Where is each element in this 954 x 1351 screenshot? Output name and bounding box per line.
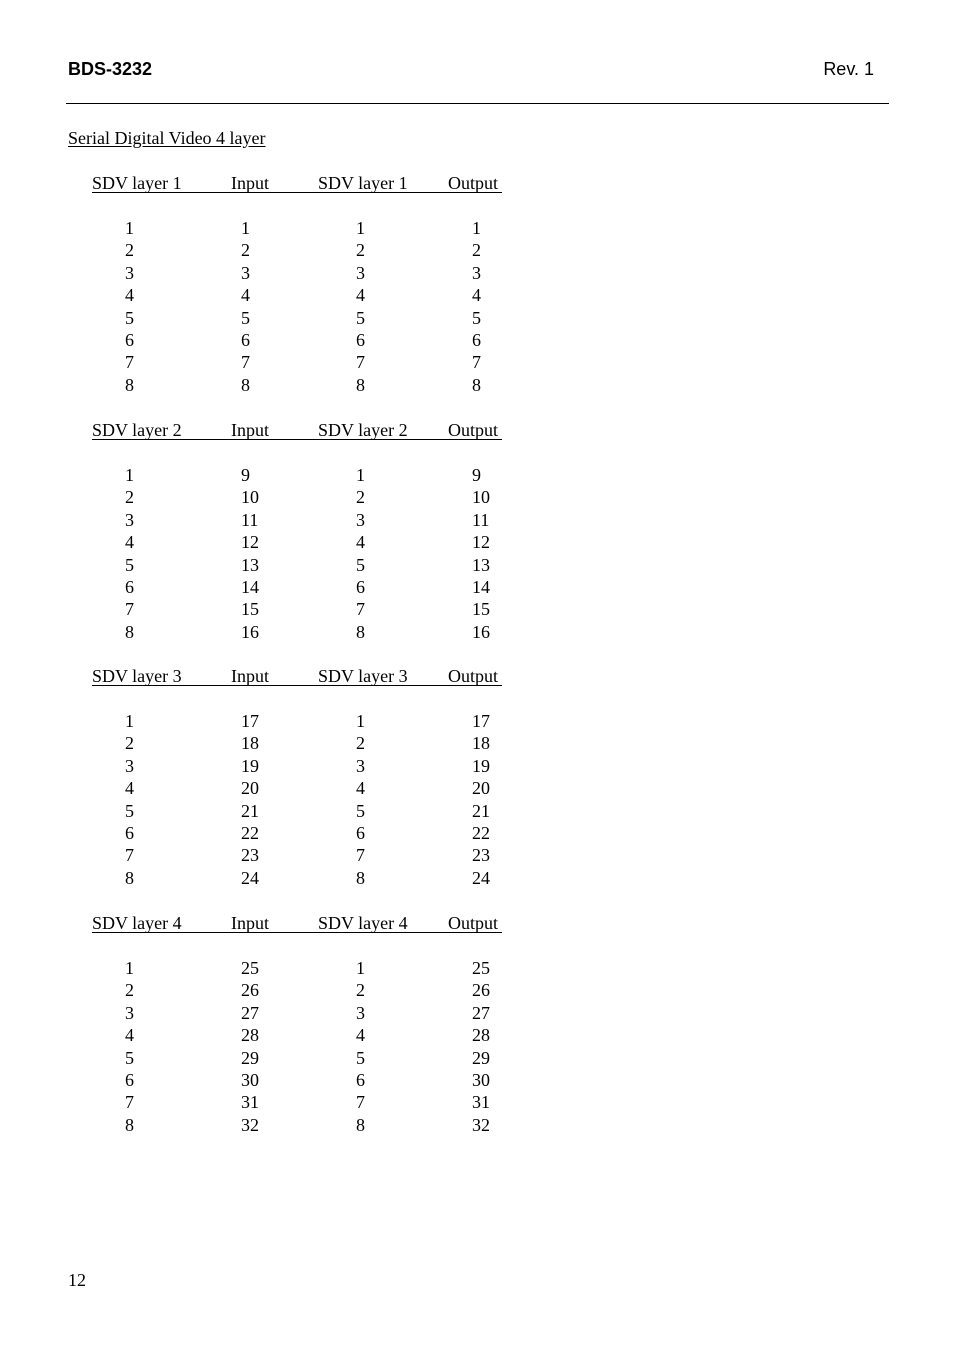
input-column-header: Input (231, 173, 269, 193)
output-number-cell: 6 (472, 329, 481, 350)
layer-channel-cell: 8 (356, 867, 365, 888)
layer-column-header: SDV layer 3 (92, 666, 182, 686)
layer-table-body (92, 464, 502, 643)
section-title: Serial Digital Video 4 layer (68, 128, 266, 148)
input-number-cell: 29 (241, 1047, 259, 1068)
layer-channel-cell: 5 (356, 307, 365, 328)
layer-channel-cell: 7 (356, 1092, 365, 1113)
layer-channel-cell: 2 (356, 487, 365, 508)
layer-channel-cell: 4 (125, 532, 134, 553)
output-number-cell: 23 (472, 845, 490, 866)
table-row (92, 1002, 502, 1024)
table-row (92, 710, 502, 732)
input-number-cell: 18 (241, 733, 259, 754)
table-row (92, 554, 502, 576)
layer-channel-cell: 3 (356, 1002, 365, 1023)
layer-channel-cell: 7 (125, 352, 134, 373)
layer-channel-cell: 7 (125, 1092, 134, 1113)
layer-channel-cell: 8 (125, 867, 134, 888)
revision-label: Rev. 1 (823, 59, 874, 79)
layer-channel-cell: 2 (125, 980, 134, 1001)
table-row (92, 464, 502, 486)
layer-column-header: SDV layer 1 (92, 173, 182, 193)
layer-channel-cell: 8 (125, 1114, 134, 1135)
output-number-cell: 15 (472, 599, 490, 620)
layer-channel-cell: 2 (356, 733, 365, 754)
input-number-cell: 13 (241, 554, 259, 575)
output-number-cell: 16 (472, 621, 490, 642)
table-row (92, 351, 502, 373)
table-row (92, 755, 502, 777)
header-underline (92, 685, 502, 686)
layer-channel-cell: 1 (125, 218, 134, 238)
layer-channel-cell: 4 (356, 532, 365, 553)
output-number-cell: 21 (472, 800, 490, 821)
layer-channel-cell: 1 (356, 711, 365, 731)
layer-channel-cell: 2 (125, 487, 134, 508)
layer-channel-cell: 7 (356, 599, 365, 620)
layer-table-2 (92, 419, 502, 643)
table-row (92, 844, 502, 866)
page-number: 12 (68, 1270, 86, 1290)
output-number-cell: 14 (472, 576, 490, 597)
output-number-cell: 30 (472, 1069, 490, 1090)
header-underline (92, 439, 502, 440)
output-number-cell: 28 (472, 1025, 490, 1046)
input-number-cell: 19 (241, 755, 259, 776)
layer-channel-cell: 8 (356, 621, 365, 642)
layer-channel-cell: 1 (356, 218, 365, 238)
input-number-cell: 4 (241, 285, 250, 306)
layer-channel-cell: 3 (356, 262, 365, 283)
input-number-cell: 7 (241, 352, 250, 373)
layer-channel-cell: 2 (356, 980, 365, 1001)
layer-table-header (92, 665, 502, 687)
output-column-header: Output (448, 913, 499, 933)
layer-channel-cell: 5 (356, 554, 365, 575)
layer-channel-cell: 4 (356, 1025, 365, 1046)
layer-channel-cell: 3 (125, 509, 134, 530)
table-row (92, 800, 502, 822)
layer-channel-cell: 8 (125, 374, 134, 395)
table-row (92, 732, 502, 754)
table-row (92, 486, 502, 508)
output-number-cell: 5 (472, 307, 481, 328)
output-number-cell: 20 (472, 778, 490, 799)
output-number-cell: 27 (472, 1002, 490, 1023)
layer-channel-cell: 4 (356, 285, 365, 306)
output-number-cell: 10 (472, 487, 490, 508)
input-number-cell: 24 (241, 867, 259, 888)
layer-channel-cell: 6 (356, 1069, 365, 1090)
layer-column-header: SDV layer 1 (318, 173, 408, 193)
layer-channel-cell: 3 (125, 755, 134, 776)
layer-channel-cell: 6 (356, 329, 365, 350)
layer-channel-cell: 4 (125, 285, 134, 306)
output-number-cell: 2 (472, 240, 481, 261)
input-number-cell: 14 (241, 576, 259, 597)
layer-column-header: SDV layer 2 (318, 420, 408, 440)
input-column-header: Input (231, 913, 269, 933)
layer-channel-cell: 6 (125, 1069, 134, 1090)
table-row (92, 867, 502, 889)
layer-column-header: SDV layer 4 (318, 913, 408, 933)
output-number-cell: 4 (472, 285, 481, 306)
layer-table-header (92, 172, 502, 194)
output-number-cell: 3 (472, 262, 481, 283)
output-number-cell: 31 (472, 1092, 490, 1113)
layer-channel-cell: 8 (356, 1114, 365, 1135)
input-number-cell: 25 (241, 958, 259, 978)
layer-channel-cell: 6 (356, 576, 365, 597)
layer-channel-cell: 2 (356, 240, 365, 261)
output-number-cell: 7 (472, 352, 481, 373)
layer-channel-cell: 8 (125, 621, 134, 642)
input-number-cell: 15 (241, 599, 259, 620)
input-number-cell: 9 (241, 465, 250, 485)
layer-channel-cell: 2 (125, 240, 134, 261)
output-number-cell: 11 (472, 509, 490, 530)
layer-channel-cell: 3 (125, 1002, 134, 1023)
table-row (92, 217, 502, 239)
layer-table-header (92, 912, 502, 934)
layer-channel-cell: 4 (356, 778, 365, 799)
output-column-header: Output (448, 420, 499, 440)
layer-channel-cell: 6 (125, 822, 134, 843)
table-row (92, 576, 502, 598)
output-column-header: Output (448, 666, 499, 686)
layer-channel-cell: 7 (125, 845, 134, 866)
layer-table-body (92, 217, 502, 396)
layer-channel-cell: 7 (356, 845, 365, 866)
layer-channel-cell: 8 (356, 374, 365, 395)
input-number-cell: 30 (241, 1069, 259, 1090)
output-number-cell: 13 (472, 554, 490, 575)
input-number-cell: 12 (241, 532, 259, 553)
table-row (92, 1091, 502, 1113)
input-number-cell: 22 (241, 822, 259, 843)
input-number-cell: 26 (241, 980, 259, 1001)
input-number-cell: 28 (241, 1025, 259, 1046)
input-column-header: Input (231, 666, 269, 686)
input-number-cell: 8 (241, 374, 250, 395)
output-number-cell: 22 (472, 822, 490, 843)
layer-channel-cell: 4 (125, 778, 134, 799)
document-id: BDS-3232 (68, 59, 153, 79)
layer-channel-cell: 5 (356, 1047, 365, 1068)
layer-table-1 (92, 172, 502, 396)
table-row (92, 509, 502, 531)
table-row (92, 1024, 502, 1046)
layer-table-body (92, 710, 502, 889)
layer-table-body (92, 957, 502, 1136)
table-row (92, 262, 502, 284)
table-row (92, 1069, 502, 1091)
layer-channel-cell: 5 (356, 800, 365, 821)
table-row (92, 957, 502, 979)
table-row (92, 777, 502, 799)
input-number-cell: 2 (241, 240, 250, 261)
layer-channel-cell: 5 (125, 554, 134, 575)
table-row (92, 598, 502, 620)
table-row (92, 239, 502, 261)
output-number-cell: 8 (472, 374, 481, 395)
table-row (92, 822, 502, 844)
output-number-cell: 1 (472, 218, 481, 238)
layer-channel-cell: 1 (356, 958, 365, 978)
input-number-cell: 16 (241, 621, 259, 642)
layer-table-3 (92, 665, 502, 889)
layer-channel-cell: 4 (125, 1025, 134, 1046)
layer-channel-cell: 2 (125, 733, 134, 754)
layer-channel-cell: 6 (125, 576, 134, 597)
input-number-cell: 10 (241, 487, 259, 508)
table-row (92, 284, 502, 306)
input-number-cell: 20 (241, 778, 259, 799)
output-column-header: Output (448, 173, 499, 193)
layer-channel-cell: 3 (356, 509, 365, 530)
table-row (92, 1114, 502, 1136)
layer-channel-cell: 3 (125, 262, 134, 283)
output-number-cell: 19 (472, 755, 490, 776)
layer-channel-cell: 5 (125, 800, 134, 821)
layer-column-header: SDV layer 4 (92, 913, 182, 933)
input-number-cell: 11 (241, 509, 259, 530)
output-number-cell: 12 (472, 532, 490, 553)
input-number-cell: 31 (241, 1092, 259, 1113)
table-row (92, 374, 502, 396)
layer-channel-cell: 6 (356, 822, 365, 843)
output-number-cell: 25 (472, 958, 490, 978)
layer-column-header: SDV layer 3 (318, 666, 408, 686)
layer-channel-cell: 7 (125, 599, 134, 620)
output-number-cell: 29 (472, 1047, 490, 1068)
table-row (92, 329, 502, 351)
table-row (92, 979, 502, 1001)
output-number-cell: 26 (472, 980, 490, 1001)
header-underline (92, 932, 502, 933)
layer-table-header (92, 419, 502, 441)
layer-channel-cell: 6 (125, 329, 134, 350)
input-column-header: Input (231, 420, 269, 440)
input-number-cell: 27 (241, 1002, 259, 1023)
layer-channel-cell: 7 (356, 352, 365, 373)
input-number-cell: 17 (241, 711, 259, 731)
input-number-cell: 23 (241, 845, 259, 866)
layer-channel-cell: 1 (125, 465, 134, 485)
header-divider (66, 103, 889, 104)
layer-channel-cell: 5 (125, 307, 134, 328)
layer-channel-cell: 1 (125, 711, 134, 731)
layer-column-header: SDV layer 2 (92, 420, 182, 440)
table-row (92, 621, 502, 643)
output-number-cell: 24 (472, 867, 490, 888)
output-number-cell: 18 (472, 733, 490, 754)
header-underline (92, 192, 502, 193)
output-number-cell: 9 (472, 465, 481, 485)
table-row (92, 307, 502, 329)
input-number-cell: 21 (241, 800, 259, 821)
input-number-cell: 32 (241, 1114, 259, 1135)
layer-channel-cell: 1 (356, 465, 365, 485)
layer-channel-cell: 5 (125, 1047, 134, 1068)
layer-table-4 (92, 912, 502, 1136)
input-number-cell: 5 (241, 307, 250, 328)
input-number-cell: 1 (241, 218, 250, 238)
table-row (92, 1047, 502, 1069)
output-number-cell: 32 (472, 1114, 490, 1135)
table-row (92, 531, 502, 553)
input-number-cell: 6 (241, 329, 250, 350)
output-number-cell: 17 (472, 711, 490, 731)
layer-channel-cell: 3 (356, 755, 365, 776)
input-number-cell: 3 (241, 262, 250, 283)
layer-channel-cell: 1 (125, 958, 134, 978)
